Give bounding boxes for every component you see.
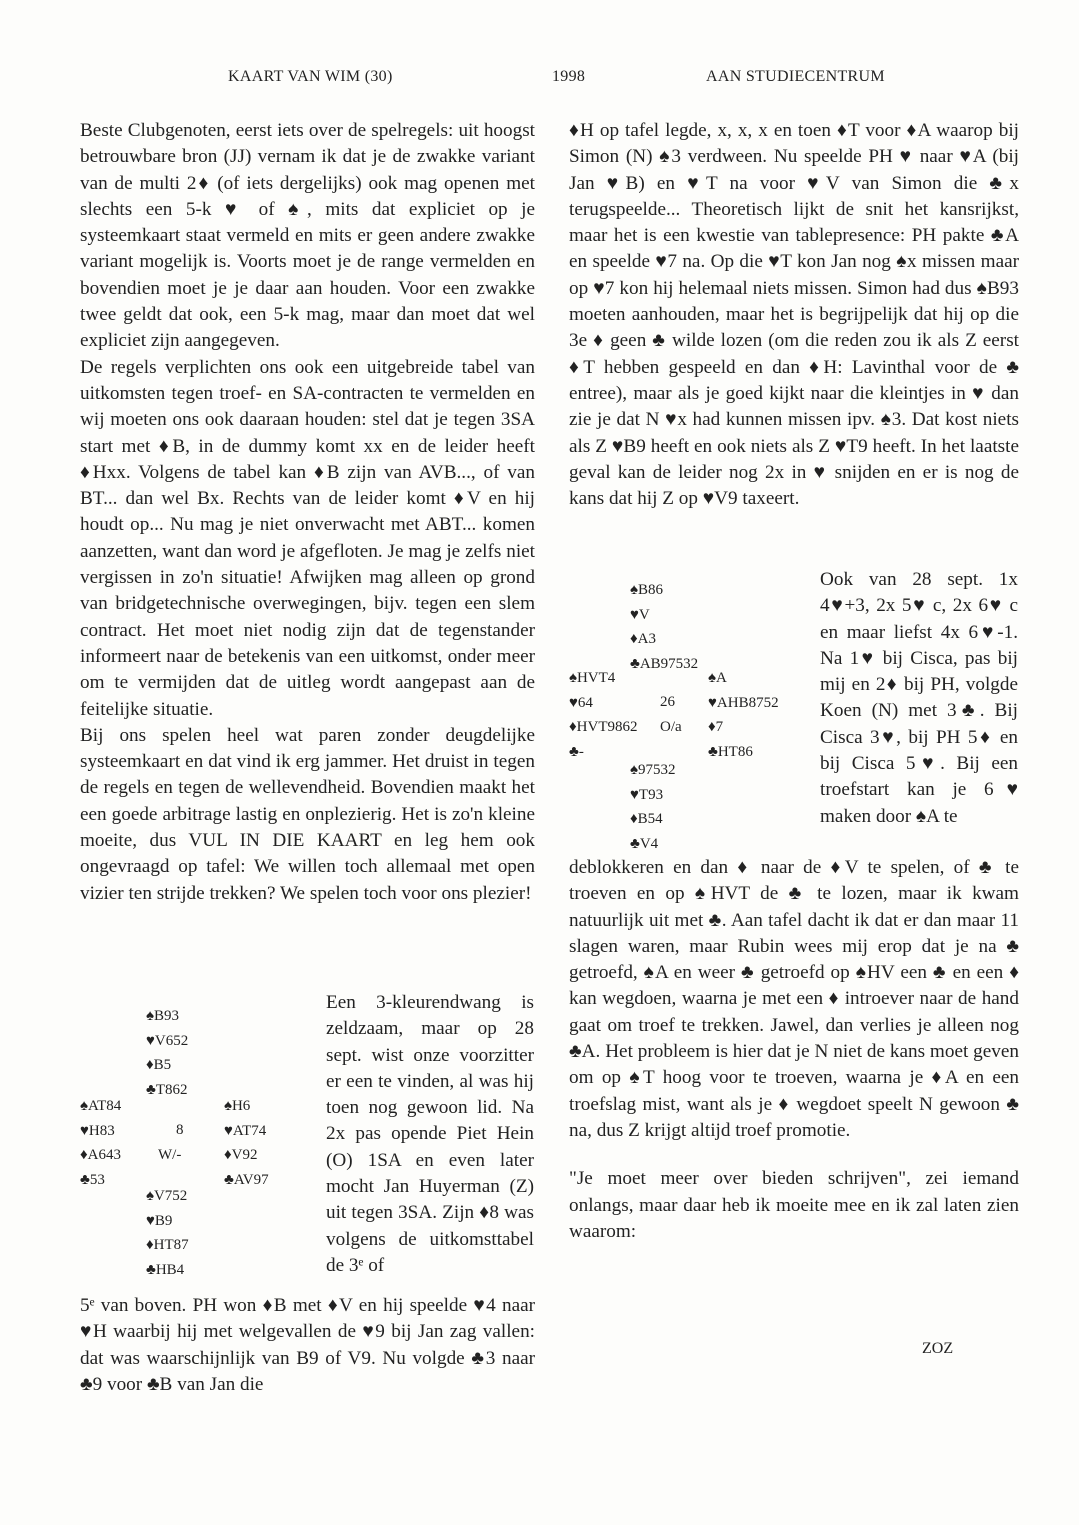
card-holding: ♥AHB8752 bbox=[708, 694, 779, 711]
card-holding: ♣V4 bbox=[630, 835, 659, 852]
wrapped-paragraph: Een 3-kleurendwang is zeldzaam, maar op 28 sept. wist onze voorzitter er een te vinden, al was hij toen nog gewoon lid. Na 2x pas opende Piet Hein (O) 1SA en even later mocht Jan Huyerman (Z) uit tegen 3SA. Zijn ♦8 was volgens de uitkomsttabel de 3ᵉ of bbox=[326, 992, 534, 1276]
page-turn-note: ZOZ bbox=[922, 1340, 954, 1357]
card-holding: ♦A3 bbox=[630, 631, 656, 647]
card-holding: ♠HVT4 bbox=[569, 670, 616, 686]
card-holding: ♣HT86 bbox=[708, 743, 753, 760]
card-holding: ♥V652 bbox=[146, 1032, 189, 1049]
paragraph: Bij ons spelen heel wat paren zonder deugdelijke systeemkaart en dat vind ik erg jammer. Het druist in tegen de regels en tegen de wellevendheid. Bovendien maakt het een goede arbitrage lastig en onplezierig. Het is zo'n kleine moeite, dus VUL IN DIE KAART en leg hem ook ongevraagd op tafel: We willen toch allemaal met open vizier ten strijde trekken? We spelen toch voor ons plezier! bbox=[80, 724, 535, 904]
left-column bbox=[80, 118, 535, 907]
hand-diagram-east bbox=[708, 666, 779, 764]
hand-diagram-west bbox=[569, 666, 637, 764]
paragraph: Beste Clubgenoten, eerst iets over de spelregels: uit hoogst betrouwbare bron (JJ) vernam ik dat je de zwakke variant van de multi 2♦ (of iets dergelijks) ook mag openen met slechts een 5-k ♥ of ♠, mits dat expliciet op je systeemkaart staat vermeld en mits er geen andere zwakke variant mogelijk is. Voorts moet je de range vermelden en bovendien moet je je daar aan houden. Voor een zwakke twee geldt dat ook, een 5-k mag, maar dan moet dat wel expliciet zijn aangegeven. bbox=[80, 120, 535, 352]
card-holding: ♦7 bbox=[708, 719, 724, 735]
header-year: 1998 bbox=[552, 68, 586, 85]
right-column bbox=[569, 118, 1019, 512]
card-holding: ♣53 bbox=[80, 1171, 105, 1188]
card-holding: ♠97532 bbox=[630, 762, 676, 778]
card-holding: ♠AT84 bbox=[80, 1098, 122, 1114]
hand-diagram-north bbox=[146, 1004, 188, 1102]
card-holding: ♦B54 bbox=[630, 811, 663, 827]
card-holding: ♦V92 bbox=[224, 1147, 258, 1163]
hand-diagram-south bbox=[146, 1184, 189, 1282]
card-holding: ♠V752 bbox=[146, 1188, 188, 1204]
card-holding: ♣HB4 bbox=[146, 1261, 185, 1278]
card-holding: ♠A bbox=[708, 670, 727, 686]
hand-diagram-north bbox=[630, 578, 698, 676]
card-holding: ♣- bbox=[569, 743, 584, 760]
dealer-vulnerability: O/a bbox=[660, 718, 682, 735]
card-holding: ♥B9 bbox=[146, 1212, 173, 1229]
hand-diagram-center bbox=[158, 1118, 184, 1167]
header-title: KAART VAN WIM (30) bbox=[228, 68, 393, 85]
card-holding: ♠H6 bbox=[224, 1098, 251, 1114]
card-holding: ♣AB97532 bbox=[630, 655, 699, 672]
board-number: 8 bbox=[176, 1122, 184, 1138]
card-holding: ♥H83 bbox=[80, 1122, 115, 1139]
card-holding: ♥64 bbox=[569, 694, 593, 711]
card-holding: ♠B93 bbox=[146, 1008, 179, 1024]
board-number: 26 bbox=[660, 694, 675, 710]
paragraph-continuation: deblokkeren en dan ♦ naar de ♦V te spelen, of ♣ te troeven en op ♠HVT de ♣ te lozen, maar ik kwam natuurlijk uit met ♣. Aan tafel dacht ik dat er dan maar 11 slagen waren, maar Rubin wees mij erop dat je na ♣ getroefd, ♠A en weer ♣ getroefd op ♠HV een ♣ en een ♦ kan wegdoen, waarna je met een ♦ introever naar de hand gaat om troef te trekken. Jawel, dan verlies je alleen nog ♣A. Het probleem is hier dat je N niet de kans moet geven om op ♠T hoog voor te troeven, waarna je ♦A en een troefslag mist, want als je ♦ wegdoet speelt N gewoon ♣ na, dus Z krijgt altijd troef promotie. "Je moet meer over bieden schrijven", zei iemand onlangs, maar daar heb ik moeite mee en ik zal laten zien waarom: bbox=[569, 855, 1019, 1245]
hand-diagram-west bbox=[80, 1094, 121, 1192]
hand-diagram-east bbox=[224, 1094, 269, 1192]
card-holding: ♦HT87 bbox=[146, 1237, 189, 1253]
card-holding: ♣T862 bbox=[146, 1081, 188, 1098]
card-holding: ♥T93 bbox=[630, 786, 664, 803]
paragraph: ♦H op tafel legde, x, x, x en toen ♦T voor ♦A waarop bij Simon (N) ♠3 verdween. Nu speelde PH ♥ naar ♥A (bij Jan ♥B) en ♥T na voor ♥V van Simon die ♣x terugspeelde... Theoretisch lijkt de snit het kansrijkst, maar het is een kwestie van tablepresence: PH pakte ♣A en speelde ♥7 na. Op die ♥T kon Jan nog ♠x missen maar op ♥7 kon hij helemaal niets missen. Simon had dus ♠B93 moeten aanhouden, maar het is begrijpelijk dat hij op die 3e ♦ geen ♣ wilde lozen (om die reden zou ik als Z eerst ♦T hebben gespeeld en dan ♦H: Lavinthal voor de ♣ entree), maar als je goed kijkt naar die kleintjes in ♥ dan zie je dat N ♥x had kunnen missen ipv. ♠3. Dat kost niets als Z ♥B9 heeft en ook niets als Z ♥T9 heeft. In het laatste geval kan de leider nog 2x in ♥ snijden en er is nog de kans dat hij Z op ♥V9 taxeert. bbox=[569, 120, 1019, 510]
card-holding: ♦A643 bbox=[80, 1147, 121, 1163]
paragraph: De regels verplichten ons ook een uitgebreide tabel van uitkomsten tegen troef- en SA-contracten te vermelden en wij moeten ons ook daaraan houden: stel dat je tegen 3SA start met ♦B, in de dummy komt xx en de leider heeft ♦Hxx. Volgens de tabel kan ♦B zijn van AVB..., of van BT... dan wel Bx. Rechts van de leider komt ♦V en hij houdt op... Nu mag je niet onverwacht met ABT... komen aanzetten, want dan word je afgefloten. Je mag je zelfs niet vergissen in zo'n situatie! Afwijken mag alleen op grond van bridgetechnische overwegingen, bijv. tegen een slem contract. Het moet niet nodig zijn dat de tegenstander informeert naar de betekenis van een uitkomst, onder meer om te vermijden dat de uitleg wordt aangepast aan de feitelijke situatie. bbox=[80, 356, 535, 720]
wrapped-paragraph: Ook van 28 sept. 1x 4♥+3, 2x 5♥ c, 2x 6♥ c en maar liefst 4x 6♥-1. Na 1♥ bij Cisca, pas bij mij en 2♦ bij PH, volgde Koen (N) met 3♣. Bij Cisca 3♥, bij PH 5♦ en bij Cisca 5♥. Bij een troefstart kan je 6♥ maken door ♠A te bbox=[820, 569, 1018, 827]
closing-paragraph: "Je moet meer over bieden schrijven", zei iemand onlangs, maar daar heb ik moeite mee en ik zal laten zien waarom: bbox=[569, 1168, 1019, 1242]
paragraph-continuation: 5ᵉ van boven. PH won ♦B met ♦V en hij speelde ♥4 naar ♥H waarbij hij met welgevallen de ♥9 bij Jan zag vallen: dat was waarschijnlijk van B9 of V9. Nu volgde ♣3 naar ♣9 voor ♣B van Jan die bbox=[80, 1295, 535, 1395]
card-holding: ♣AV97 bbox=[224, 1171, 269, 1188]
header-right: AAN STUDIECENTRUM bbox=[706, 68, 885, 85]
card-holding: ♥V bbox=[630, 606, 650, 623]
card-holding: ♥AT74 bbox=[224, 1122, 267, 1139]
card-holding: ♦HVT9862 bbox=[569, 719, 638, 735]
dealer-vulnerability: W/- bbox=[158, 1146, 182, 1163]
hand-diagram-center bbox=[660, 690, 682, 739]
hand-diagram-south bbox=[630, 758, 675, 856]
card-holding: ♠B86 bbox=[630, 582, 663, 598]
card-holding: ♦B5 bbox=[146, 1057, 172, 1073]
